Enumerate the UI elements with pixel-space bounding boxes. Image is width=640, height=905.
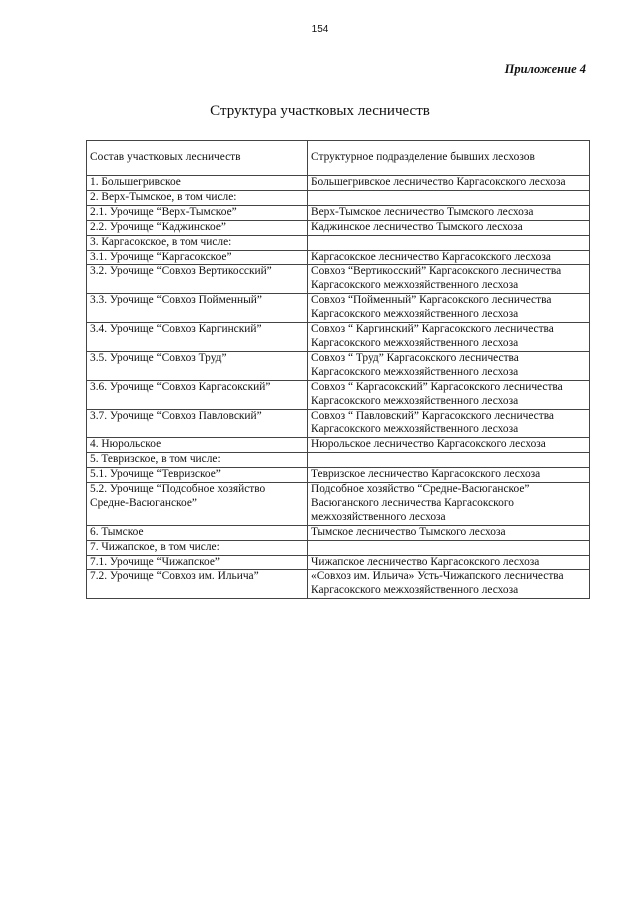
row-composition-cell: 3.6. Урочище “Совхоз Каргасокский” bbox=[87, 380, 308, 409]
table-row bbox=[87, 540, 590, 555]
table-row bbox=[87, 570, 590, 599]
row-composition-cell: 6. Тымское bbox=[87, 525, 308, 540]
table-row bbox=[87, 380, 590, 409]
row-composition-cell: 7.1. Урочище “Чижапское” bbox=[87, 555, 308, 570]
table-row bbox=[87, 351, 590, 380]
row-subdivision-cell bbox=[308, 540, 590, 555]
row-subdivision-cell bbox=[308, 190, 590, 205]
header-cell-composition: Состав участковых лесничеств bbox=[87, 141, 308, 176]
row-composition-cell: 3.4. Урочище “Совхоз Каргинский” bbox=[87, 323, 308, 352]
row-composition-cell: 3.7. Урочище “Совхоз Павловский” bbox=[87, 409, 308, 438]
table-header-row bbox=[87, 141, 590, 176]
row-subdivision-cell: Подсобное хозяйство “Средне-Васюганское” Васюганского лесничества Каргасокского межхозяйственного лесхоза bbox=[308, 483, 590, 526]
appendix-label: Приложение 4 bbox=[504, 62, 586, 76]
row-composition-cell: 5.1. Урочище “Тевризское” bbox=[87, 468, 308, 483]
row-subdivision-cell: Верх-Тымское лесничество Тымского лесхоза bbox=[308, 205, 590, 220]
row-composition-cell: 3. Каргасокское, в том числе: bbox=[87, 235, 308, 250]
page-number: 154 bbox=[311, 24, 329, 35]
row-composition-cell: 2.1. Урочище “Верх-Тымское” bbox=[87, 205, 308, 220]
row-composition-cell: 5.2. Урочище “Подсобное хозяйство Средне-Васюганское” bbox=[87, 483, 308, 526]
row-composition-cell: 2.2. Урочище “Каджинское” bbox=[87, 220, 308, 235]
row-subdivision-cell: Совхоз “Пойменный” Каргасокского лесничества Каргасокского межхозяйственного лесхоза bbox=[308, 294, 590, 323]
row-subdivision-cell: Совхоз “ Каргасокский” Каргасокского лесничества Каргасокского межхозяйственного лесхоза bbox=[308, 380, 590, 409]
table-row bbox=[87, 555, 590, 570]
row-composition-cell: 3.5. Урочище “Совхоз Труд” bbox=[87, 351, 308, 380]
table-row bbox=[87, 205, 590, 220]
row-subdivision-cell: Каргасокское лесничество Каргасокского лесхоза bbox=[308, 250, 590, 265]
table-row bbox=[87, 190, 590, 205]
row-composition-cell: 7.2. Урочище “Совхоз им. Ильича” bbox=[87, 570, 308, 599]
row-composition-cell: 3.1. Урочище “Каргасокское” bbox=[87, 250, 308, 265]
row-composition-cell: 3.3. Урочище “Совхоз Пойменный” bbox=[87, 294, 308, 323]
row-subdivision-cell: «Совхоз им. Ильича» Усть-Чижапского лесничества Каргасокского межхозяйственного лесхоза bbox=[308, 570, 590, 599]
row-subdivision-cell: Нюрольское лесничество Каргасокского лесхоза bbox=[308, 438, 590, 453]
table-row bbox=[87, 294, 590, 323]
table-row bbox=[87, 409, 590, 438]
table-row bbox=[87, 323, 590, 352]
table-row bbox=[87, 265, 590, 294]
row-subdivision-cell: Большегривское лесничество Каргасокского лесхоза bbox=[308, 176, 590, 191]
row-subdivision-cell: Совхоз “ Каргинский” Каргасокского лесничества Каргасокского межхозяйственного лесхоза bbox=[308, 323, 590, 352]
row-subdivision-cell: Совхоз “Вертикосский” Каргасокского лесничества Каргасокского межхозяйственного лесхоза bbox=[308, 265, 590, 294]
table-row bbox=[87, 525, 590, 540]
header-cell-subdivision: Структурное подразделение бывших лесхозов bbox=[308, 141, 590, 176]
row-subdivision-cell: Чижапское лесничество Каргасокского лесхоза bbox=[308, 555, 590, 570]
table-row bbox=[87, 483, 590, 526]
row-subdivision-cell: Совхоз “ Павловский” Каргасокского лесничества Каргасокского межхозяйственного лесхоза bbox=[308, 409, 590, 438]
table-row bbox=[87, 176, 590, 191]
forestry-structure-table bbox=[86, 140, 590, 599]
row-subdivision-cell: Тымское лесничество Тымского лесхоза bbox=[308, 525, 590, 540]
table-row bbox=[87, 235, 590, 250]
table-row bbox=[87, 453, 590, 468]
row-composition-cell: 2. Верх-Тымское, в том числе: bbox=[87, 190, 308, 205]
row-subdivision-cell: Совхоз “ Труд” Каргасокского лесничества Каргасокского межхозяйственного лесхоза bbox=[308, 351, 590, 380]
table-row bbox=[87, 250, 590, 265]
document-title: Структура участковых лесничеств bbox=[210, 103, 430, 119]
table-row bbox=[87, 220, 590, 235]
row-composition-cell: 1. Большегривское bbox=[87, 176, 308, 191]
table-row bbox=[87, 438, 590, 453]
row-subdivision-cell bbox=[308, 235, 590, 250]
row-composition-cell: 4. Нюрольское bbox=[87, 438, 308, 453]
table-row bbox=[87, 468, 590, 483]
row-composition-cell: 5. Тевризское, в том числе: bbox=[87, 453, 308, 468]
row-subdivision-cell: Тевризское лесничество Каргасокского лесхоза bbox=[308, 468, 590, 483]
row-subdivision-cell: Каджинское лесничество Тымского лесхоза bbox=[308, 220, 590, 235]
row-subdivision-cell bbox=[308, 453, 590, 468]
row-composition-cell: 7. Чижапское, в том числе: bbox=[87, 540, 308, 555]
row-composition-cell: 3.2. Урочище “Совхоз Вертикосский” bbox=[87, 265, 308, 294]
